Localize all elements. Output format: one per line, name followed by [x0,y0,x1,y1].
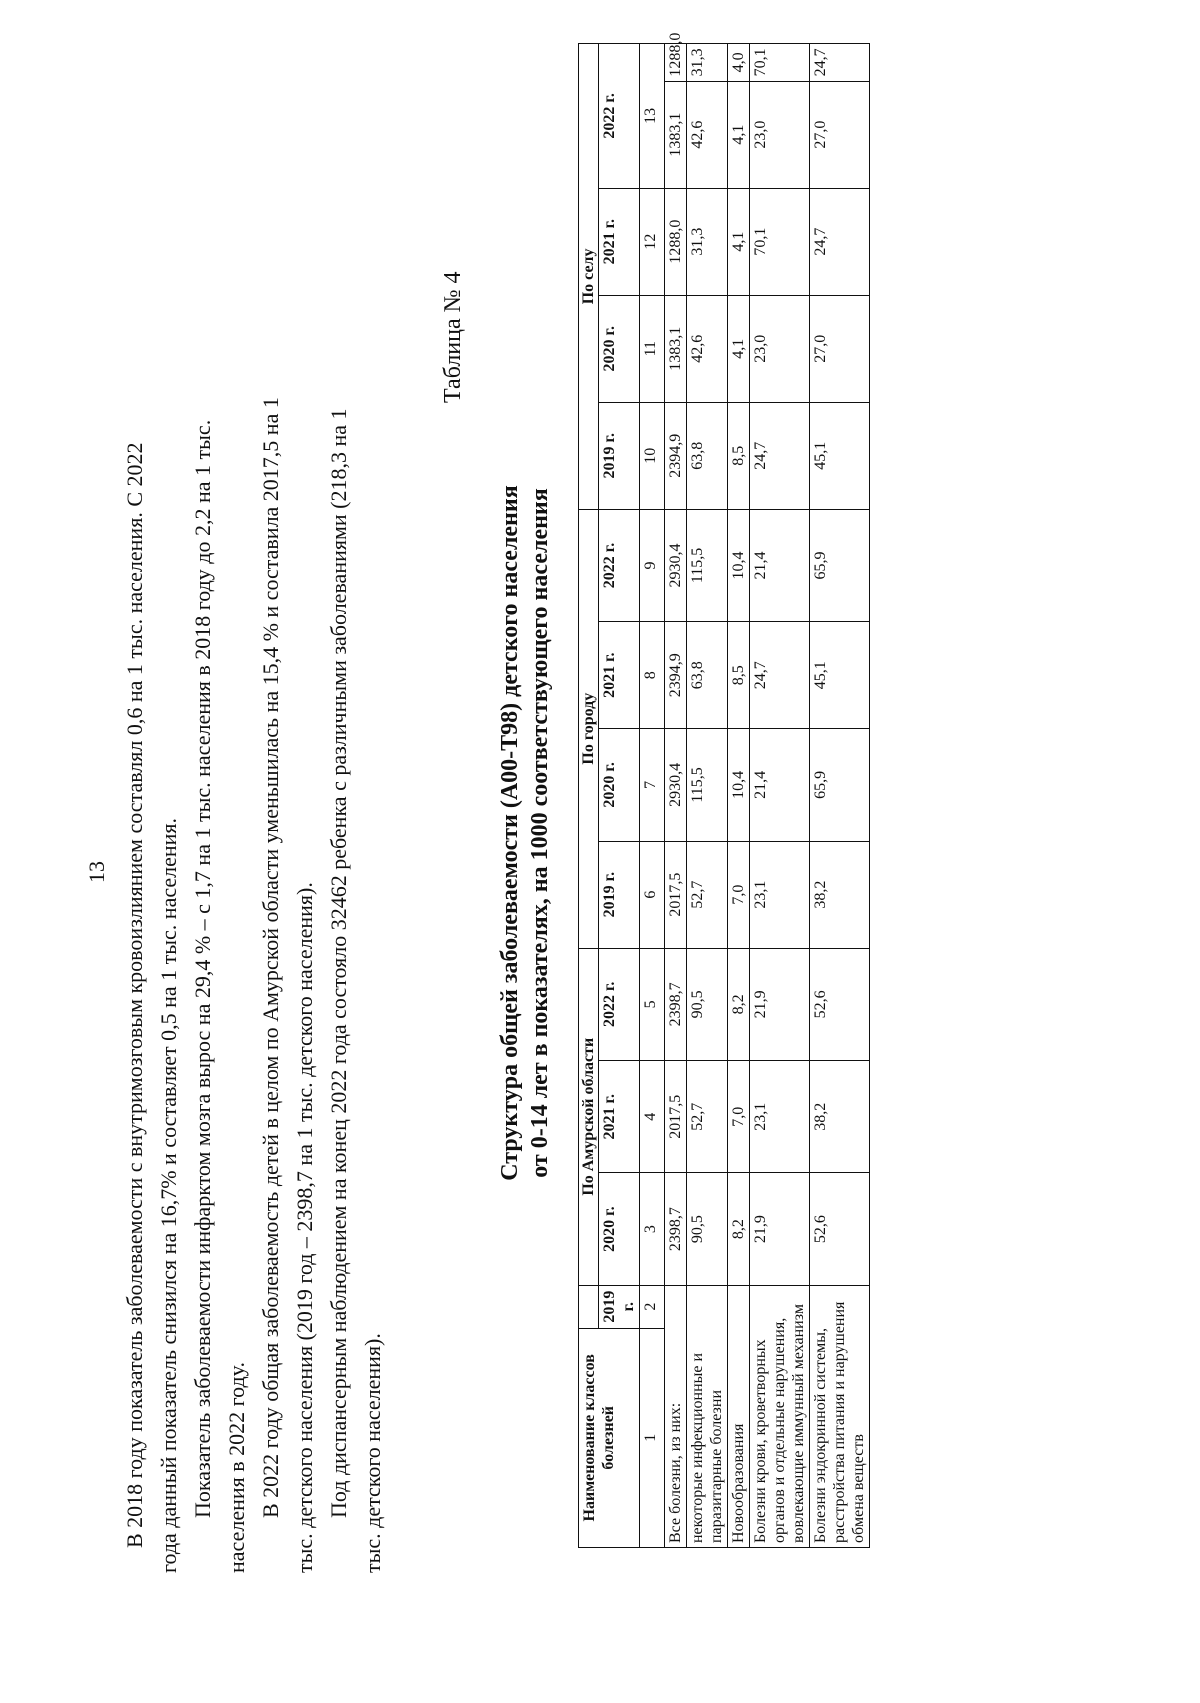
header-year: 2020 г. [599,729,640,841]
cell: 8,2 [728,1173,750,1285]
table-title-line: от 0-14 лет в показателях, на 1000 соответствующего населения [527,488,553,1178]
cell: 65,9 [810,509,870,621]
cell: 70,1 [750,44,810,82]
paragraph-line: населения в 2022 году. [224,1362,249,1573]
header-year: 2022 г. [599,509,640,621]
row-name: Болезни крови, кроветворных органов и отдельные нарушения, вовлекающие иммунный механизм [750,1285,810,1547]
column-number: 7 [640,729,665,841]
cell: 27,0 [810,81,870,188]
cell: 23,1 [750,1061,810,1173]
header-blank [579,1285,599,1328]
cell: 2394,9 [665,622,687,729]
table-row [750,44,810,1548]
cell: 52,7 [687,1061,728,1173]
column-number: 8 [640,622,665,729]
cell: 38,2 [810,841,870,948]
paragraph-line: Под диспансерным наблюдением на конец 2022 года состояло 32462 ребенка с различными заболеваниями (218,3 на 1 [326,408,351,1518]
paragraph-line: тыс. детского населения (2019 год – 2398,7 на 1 тыс. детского населения). [292,882,317,1573]
header-year: 2020 г. [599,295,640,402]
cell: 70,1 [750,188,810,295]
cell: 45,1 [810,402,870,509]
cell: 7,0 [728,841,750,948]
paragraph-line: В 2018 году показатель заболеваемости с внутримозговым кровоизлиянием составлял 0,6 на 1 тыс. населения. С 2022 [122,442,147,1548]
cell: 21,9 [750,1173,810,1285]
morbidity-table [578,32,870,1548]
paragraph-line: Показатель заболеваемости инфарктом мозга вырос на 29,4 % – с 1,7 на 1 тыс. населения в 2018 году до 2,2 на 1 тыс. [190,419,215,1518]
cell: 8,5 [728,402,750,509]
column-number: 9 [640,509,665,621]
table-row [728,44,750,1548]
page-number: 13 [84,861,109,883]
table-row [665,44,687,1548]
cell: 45,1 [810,622,870,729]
cell: 2930,4 [665,729,687,841]
column-number: 2 [640,1285,665,1328]
cell: 2017,5 [665,841,687,948]
header-year: 2022 г. [599,44,640,189]
cell: 24,7 [810,44,870,82]
cell: 31,3 [687,44,728,82]
cell: 24,7 [810,188,870,295]
cell: 65,9 [810,729,870,841]
cell: 21,9 [750,948,810,1060]
cell: 38,2 [810,1061,870,1173]
column-number: 6 [640,841,665,948]
column-number: 11 [640,295,665,402]
header-group-region: По Амурской области [579,948,599,1285]
table-row [687,44,728,1548]
cell: 42,6 [687,81,728,188]
header-year: 2019 г. [599,1285,640,1328]
cell: 1288,0 [665,188,687,295]
cell: 24,7 [750,402,810,509]
cell: 23,0 [750,81,810,188]
column-number: 1 [640,1328,665,1547]
cell: 10,4 [728,729,750,841]
row-name: Все болезни, из них: [665,1285,687,1547]
row-name: некоторые инфекционные и паразитарные болезни [687,1285,728,1547]
paragraph-line: В 2022 году общая заболеваемость детей в целом по Амурской области уменьшилась на 15,4 % и составила 2017,5 на 1 [258,397,283,1518]
header-group-city: По городу [579,509,599,948]
header-year: 2020 г. [599,1173,640,1285]
cell: 8,5 [728,622,750,729]
cell: 1288,0 [665,44,687,82]
cell: 4,0 [728,44,750,82]
cell: 2398,7 [665,948,687,1060]
cell: 1383,1 [665,295,687,402]
header-group-village: По селу [579,44,599,510]
cell: 31,3 [687,188,728,295]
column-number: 3 [640,1173,665,1285]
header-year: 2022 г. [599,948,640,1060]
cell: 63,8 [687,622,728,729]
column-number: 5 [640,948,665,1060]
table-number: Таблица № 4 [440,271,466,403]
cell: 42,6 [687,295,728,402]
cell: 90,5 [687,1173,728,1285]
header-year: 2019 г. [599,402,640,509]
cell: 115,5 [687,509,728,621]
cell: 21,4 [750,509,810,621]
table-row [810,44,870,1548]
paragraph-line: тыс. детского населения). [360,1333,385,1573]
cell: 23,1 [750,841,810,948]
column-number: 10 [640,402,665,509]
header-year: 2021 г. [599,622,640,729]
header-year: 2019 г. [599,841,640,948]
cell: 90,5 [687,948,728,1060]
cell: 2398,7 [665,1173,687,1285]
cell: 23,0 [750,295,810,402]
header-year: 2021 г. [599,188,640,295]
cell: 4,1 [728,295,750,402]
cell: 21,4 [750,729,810,841]
cell: 2930,4 [665,509,687,621]
cell: 52,6 [810,1173,870,1285]
cell: 52,7 [687,841,728,948]
cell: 1383,1 [665,81,687,188]
header-disease-class: Наименование классов болезней [579,1328,640,1547]
cell: 63,8 [687,402,728,509]
cell: 10,4 [728,509,750,621]
cell: 2394,9 [665,402,687,509]
table-title-line: Структура общей заболеваемости (A00-T98) детского населения [497,485,523,1181]
table-title [495,453,555,1213]
cell: 27,0 [810,295,870,402]
paragraph-line: года данный показатель снизился на 16,7% и составляет 0,5 на 1 тыс. населения. [156,817,181,1573]
cell: 2017,5 [665,1061,687,1173]
cell: 4,1 [728,81,750,188]
cell: 52,6 [810,948,870,1060]
row-name: Болезни эндокринной системы, расстройства питания и нарушения обмена веществ [810,1285,870,1547]
column-number: 13 [640,44,665,189]
cell: 4,1 [728,188,750,295]
cell: 8,2 [728,948,750,1060]
header-year: 2021 г. [599,1061,640,1173]
column-number: 12 [640,188,665,295]
row-name: Новообразования [728,1285,750,1547]
column-number: 4 [640,1061,665,1173]
cell: 115,5 [687,729,728,841]
cell: 24,7 [750,622,810,729]
cell: 7,0 [728,1061,750,1173]
